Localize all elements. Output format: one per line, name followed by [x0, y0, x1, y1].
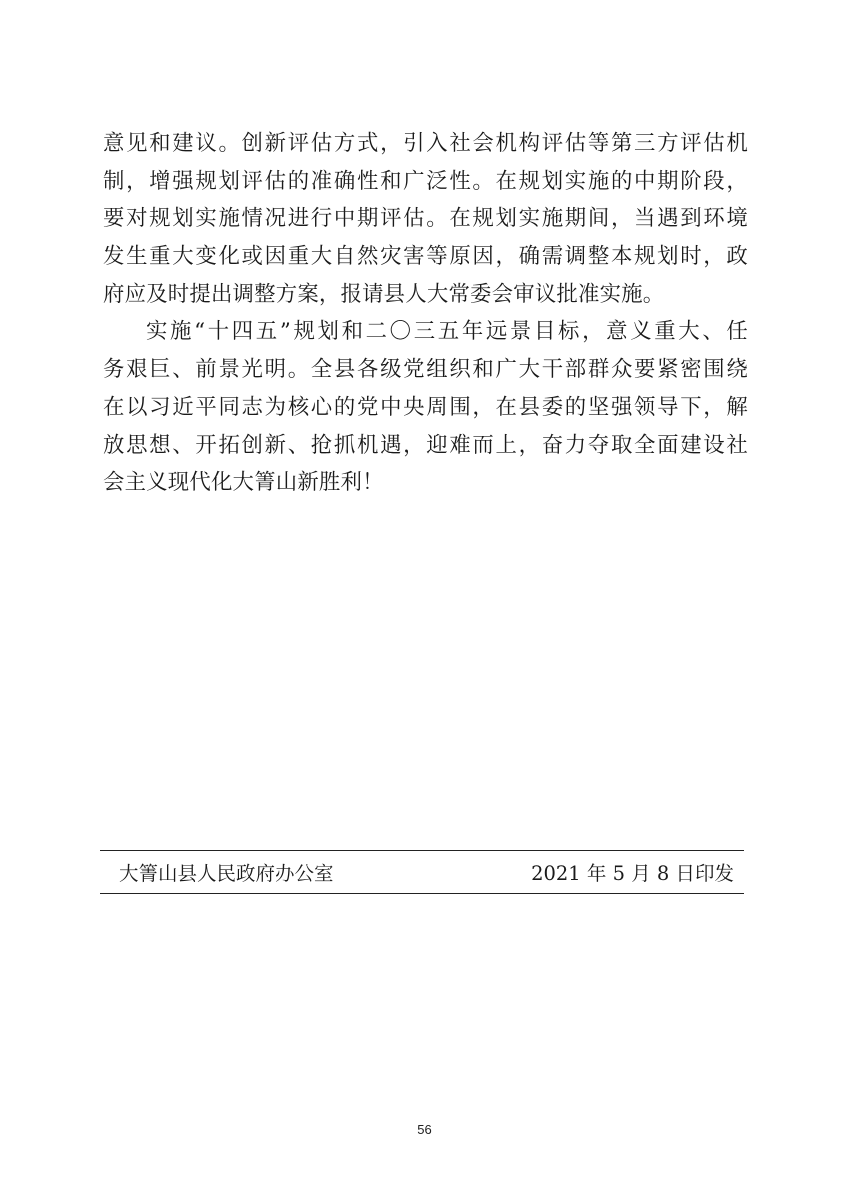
issuer-name: 大箐山县人民政府办公室	[119, 862, 334, 885]
paragraph-1-line-1: 意见和建议。创新评估方式，引入社会机构评估等第三方评估机	[103, 131, 748, 156]
body-text	[103, 125, 748, 502]
page-number: 56	[417, 1122, 432, 1137]
footer-top-rule	[100, 850, 744, 851]
paragraph-1-line-2: 制，增强规划评估的准确性和广泛性。在规划实施的中期阶段，	[103, 168, 748, 194]
paragraph-2-line-2: 务艰巨、前景光明。全县各级党组织和广大干部群众要紧密围绕	[103, 357, 748, 383]
paragraph-1-line-4: 发生重大变化或因重大自然灾害等原因，确需调整本规划时，政	[103, 244, 748, 270]
paragraph-2-line-1: 实施“十四五”规划和二〇三五年远景目标，意义重大、任	[146, 319, 748, 345]
paragraph-2-line-5: 会主义现代化大箐山新胜利！	[103, 470, 384, 496]
paragraph-2-line-3: 在以习近平同志为核心的党中央周围，在县委的坚强领导下，解	[103, 394, 748, 420]
paragraph-1-line-3: 要对规划实施情况进行中期评估。在规划实施期间，当遇到环境	[103, 206, 748, 232]
paragraph-1-line-5: 府应及时提出调整方案，报请县人大常委会审议批准实施。	[103, 281, 665, 307]
footer-bottom-rule	[100, 893, 744, 894]
paragraph-2-line-4: 放思想、开拓创新、抢抓机遇，迎难而上，奋力夺取全面建设社	[103, 432, 748, 458]
issue-date: 2021 年 5 月 8 日印发	[531, 862, 734, 885]
